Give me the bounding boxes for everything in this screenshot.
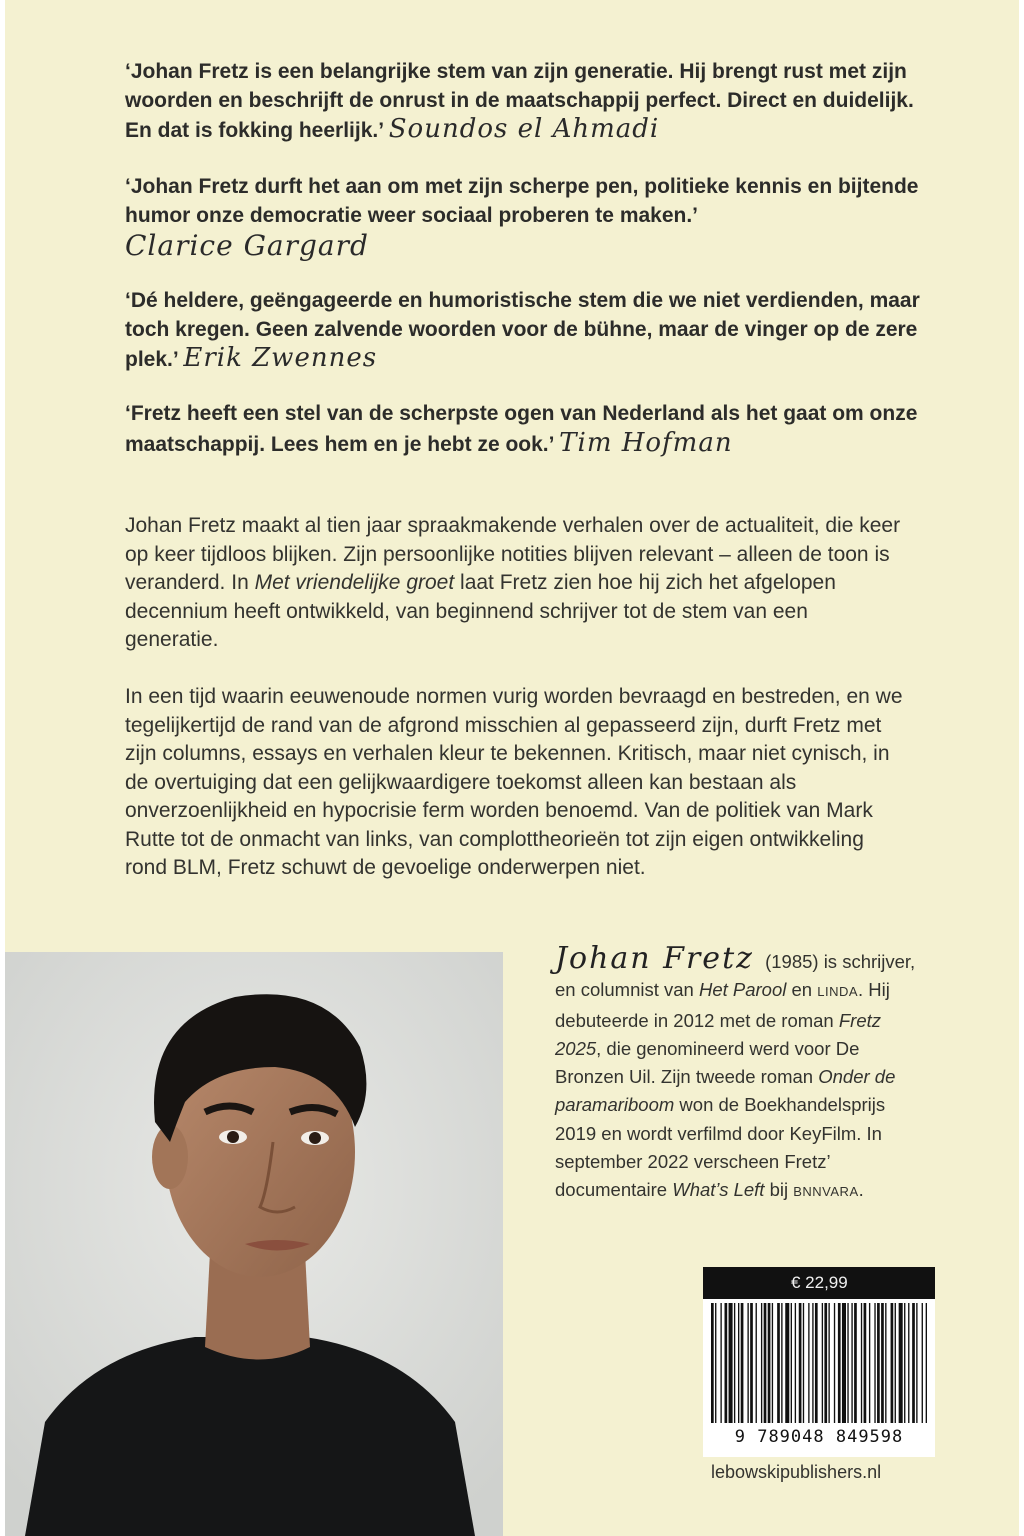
quote-2-text: ‘Johan Fretz durft het aan om met zijn scherpe pen, politieke kennis en bijtende humor onze democratie weer sociaal proberen te maken.’ (125, 175, 919, 227)
description-p1-text-b: laat Fretz zien hoe hij zich het afgelopen decennium heeft ontwikkeld, van beginnend schrijver tot de stem van een generatie. (125, 571, 836, 651)
quote-3 (125, 287, 925, 375)
quote-1 (125, 58, 925, 146)
quote-3-text: ‘Dé heldere, geëngageerde en humoristische stem die we niet verdienden, maar toch kregen. Geen zalvende woorden voor de bühne, maar de vinger op de zere plek.’ (125, 289, 920, 371)
description-p1-text-a: Johan Fretz maakt al tien jaar spraakmakende verhalen over de actualiteit, die keer op keer tijdloos blijken. Zijn persoonlijke notities blijven relevant – alleen de toon is veranderd. In (125, 514, 901, 594)
bio-text-2: en (786, 979, 818, 1001)
quote-3-signature: Erik Zwennes (183, 343, 378, 373)
book-title: Met vriendelijke groet (254, 571, 455, 594)
quote-4 (125, 400, 925, 459)
bio-text-4: , die genomineerd werd voor De Bronzen Uil. Zijn tweede roman (555, 1037, 860, 1088)
quote-2 (125, 173, 925, 261)
bio-text-1: (1985) is schrijver, en columnist van (555, 951, 916, 1001)
description-paragraph-1 (125, 512, 905, 655)
bio-broadcaster: BNNVARA (793, 1184, 859, 1200)
bio-text-7: . (858, 1179, 864, 1201)
author-signature: Johan Fretz (555, 941, 754, 976)
bio-text-5: won de Boekhandelsprijs 2019 en wordt verfilmd door KeyFilm. In september 2022 verscheen Fretz’ documentaire (555, 1094, 886, 1201)
bio-documentary: What’s Left (672, 1179, 765, 1201)
bio-text-6: bij (764, 1179, 794, 1201)
description-paragraph-2: In een tijd waarin eeuwenoude normen vurig worden bevraagd en bestreden, en we tegelijkertijd de rand van de afgrond misschien al gepasseerd zijn, durft Fretz met zijn columns, essays en verhalen kleur te bekennen. Kritisch, maar niet cynisch, in de overtuiging dat een gelijkwaardigere toekomst alleen kan bestaan als onverzoenlijkheid en hypocrisie ferm worden benoemd. Van de politiek van Mark Rutte tot de onmacht van links, van complottheorieën tot zijn eigen ontwikkeling rond BLM, Fretz schuwt de gevoelige onderwerpen niet. (125, 685, 903, 879)
quote-4-text: ‘Fretz heeft een stel van de scherpste ogen van Nederland als het gaat om onze maatschappij. Lees hem en je hebt ze ook.’ (125, 402, 918, 456)
barcode-block (703, 1267, 935, 1457)
author-photo (5, 952, 503, 1536)
quote-2-signature: Clarice Gargard (125, 229, 369, 262)
bio-novel-2: Onder de paramariboom (555, 1066, 896, 1116)
book-back-cover (5, 0, 1019, 1536)
isbn-number: 9 789048 849598 (703, 1427, 935, 1447)
author-portrait-illustration (5, 952, 503, 1536)
bio-text-3: . Hij debuteerde in 2012 met de roman (555, 979, 890, 1031)
bio-newspaper: Het Parool (698, 979, 787, 1001)
publisher-website: lebowskipublishers.nl (711, 1462, 882, 1482)
price-label: € 22,99 (703, 1267, 935, 1299)
quote-1-text: ‘Johan Fretz is een belangrijke stem van zijn generatie. Hij brengt rust met zijn woorden en beschrijft de onrust in de maatschappij perfect. Direct en duidelijk. En dat is fokking heerlijk.’ (125, 60, 914, 142)
bio-novel-1: Fretz 2025 (555, 1009, 881, 1059)
quote-4-signature: Tim Hofman (559, 427, 733, 458)
barcode-icon (703, 1299, 935, 1427)
author-bio (555, 941, 925, 1207)
quote-1-signature: Soundos el Ahmadi (388, 114, 660, 144)
bio-magazine: LINDA (817, 984, 859, 1000)
